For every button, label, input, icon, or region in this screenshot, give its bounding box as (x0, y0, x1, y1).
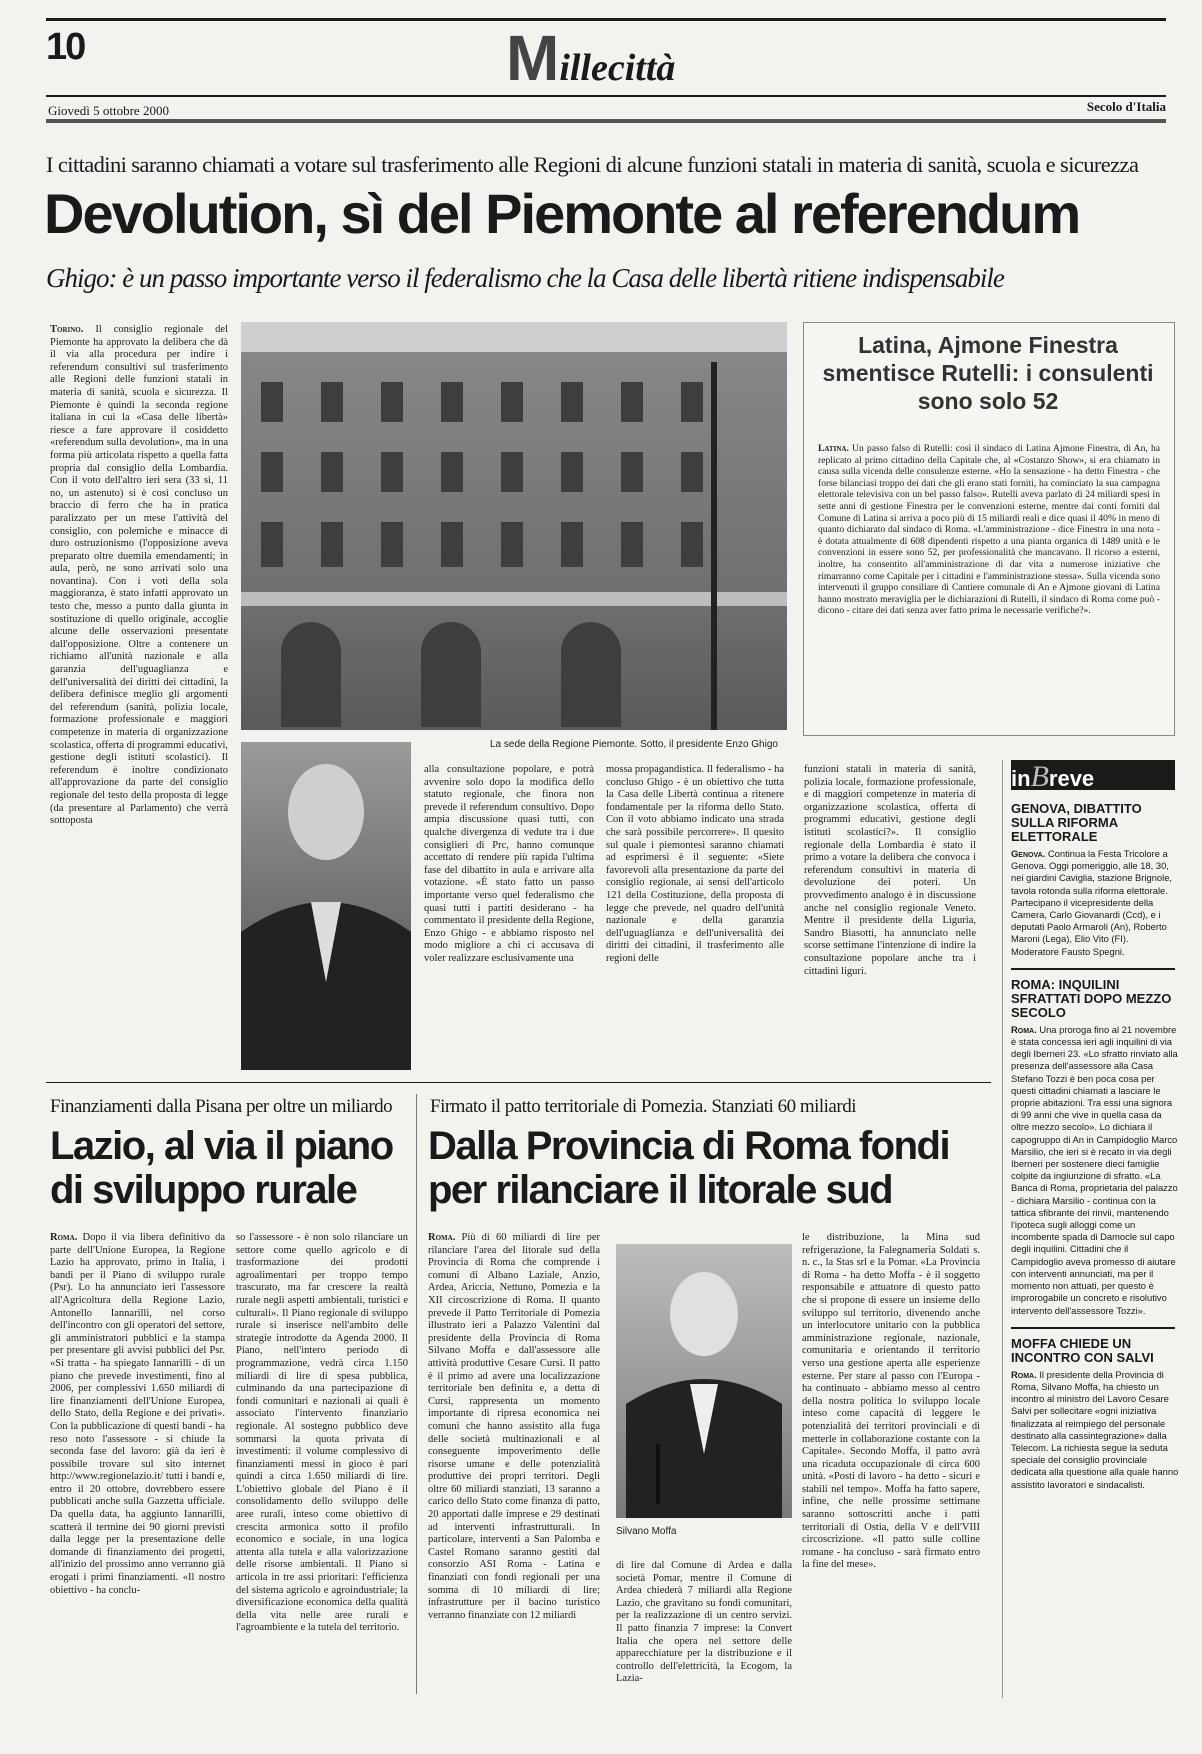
provincia-col-1 (428, 1232, 600, 1692)
provincia-col-3 (802, 1232, 980, 1692)
main-col-3-text: mossa propagandistica. Il federalismo - ha concluso Ghigo - è un obiettivo che tutta la Casa delle Libertà continua a ritenere fondamentale per la riforma dello Stato. Con il voto abbiamo indicato una strada che sarà possibile percorrere». Il quesito sul quale i piemontesi saranno chiamati ad esprimersi è il seguente: «Siete favorevoli alla presentazione da parte del consiglio regionale, ai sensi dell'articolo 121 della Costituzione, della proposta di legge che prevede, nel quadro dell'unità nazionale e della garanzia dell'uguaglianza e dell'universalità dei diritti dei cittadini, il trasferimento alle regioni delle (606, 764, 784, 964)
brief-genova-body: Continua la Festa Tricolore a Genova. Oggi pomeriggio, alle 18, 30, nei giardini Caviglia, stazione Brignole, tavola rotonda sulla riforma elettorale. Partecipano il vicepresidente della Camera, Carlo Giovanardi (Ccd), e i deputati Paolo Armaroli (An), Roberto Maroni (Lega), Elio Vito (FI). Moderatore Fausto Spegni. (1011, 848, 1173, 957)
provincia-place: Roma. (428, 1232, 456, 1243)
brief-moffa (1011, 1337, 1179, 1491)
brief-moffa-body: Il presidente della Provincia di Roma, Silvano Moffa, ha chiesto un incontro al ministro del Lavoro Cesare Salvi per sollecitare «ogni iniziativa finalizzata al reimpiego del personale destinato alla cassintegrazione» dalla Telecom. La richiesta segue la seduta speciale del consiglio provinciale dedicata alla questione alla quale hanno assistito lavoratori e sindacalisti. (1011, 1368, 1179, 1490)
latina-body (818, 443, 1160, 729)
lazio-kicker: Finanziamenti dalla Pisana per oltre un miliardo (50, 1096, 393, 1117)
provincia-col-2 (616, 1560, 792, 1692)
in-breve-logo-rest: reve (1048, 766, 1095, 791)
main-col-2-text: alla consultazione popolare, e potrà avvenire solo dopo la modifica dello statuto regionale, che finora non prevede il referendum consultivo. Dopo ampia discussione quasi tutti, con qualche divergenza di vedute tra i due consiglieri di Prc, hanno comunque accettato di rendere più rapida l'ultima fase del dibattito in aula e arrivare alla votazione. «È stato fatto un passo importante verso quel federalismo che quasi tutti i partiti desiderano - ha commentato il presidente della Regione, Enzo Ghigo - e abbiamo risposto nel modo migliore a chi ci accusava di voler realizzare esclusivamente una (424, 764, 594, 964)
main-col-1-text: Il consiglio regionale del Piemonte ha approvato la delibera che dà il via alla procedura per indire i referendum consultivi sul trasferimento alle Regioni delle funzioni statali in materia di sanità, scuola e sicurezza. Il Piemonte è quindi la seconda regione italiana in cui la «Casa delle libertà» riesce a fare approvare il cosiddetto «referendum sulla devolution», ma in una forma più articolata rispetto a quella fatta propria dal consiglio della Lombardia. Con il voto dell'altro ieri sera (33 sì, 11 no, un astenuto) si è così concluso un braccio di ferro che ha in pratica paralizzato per un mese l'attività del consiglio, con polemiche e minacce di duro ostruzionismo (l'opposizione aveva preparato oltre duemila emendamenti; in aula, però, ne sono arrivati solo una novantina). Con i voti della sola maggioranza, è stato infatti approvato un testo che, messo a punto dalla giunta in sostituzione di quello originale, accoglie alcune delle osservazioni presentate dall'opposizione. Oltre a contenere un richiamo all'unità nazionale e alla garanzia dell'uguaglianza e dell'universalità dei diritti dei cittadini, la delibera definisce meglio gli argomenti del referendum (sanità, polizia locale, formazione professionale e maggiori competenze in materia di organizzazione scolastica, offerta di programmi educativi, gestione degli istituti scolastici). Il referendum è inoltre condizionato all'approvazione da parte del consiglio regionale del testo della proposta di legge (da presentare al Parlamento) che verrà sottoposta (50, 324, 228, 827)
photo-silvano-moffa (616, 1244, 792, 1518)
main-col-3 (606, 764, 784, 1070)
brief-divider-1 (1011, 968, 1175, 970)
brief-genova (1011, 802, 1179, 958)
section-title (506, 22, 676, 94)
provincia-headline: Dalla Provincia di Roma fondi per rilanciare il litorale sud (428, 1124, 950, 1212)
provincia-kicker: Firmato il patto territoriale di Pomezia. Stanziati 60 miliardi (430, 1096, 856, 1117)
latina-headline: Latina, Ajmone Finestra smentisce Rutelli: i consulenti sono solo 52 (822, 332, 1154, 414)
header-rule-2 (46, 119, 1166, 123)
photo-enzo-ghigo (241, 742, 411, 1070)
photo-caption-moffa: Silvano Moffa (616, 1526, 677, 1537)
brief-genova-place: Genova. (1011, 848, 1046, 859)
in-breve-logo-b: B (1030, 760, 1049, 793)
top-rule (46, 18, 1166, 21)
main-kicker: I cittadini saranno chiamati a votare sul trasferimento alle Regioni di alcune funzioni statali in materia di sanità, scuola e sicurezza (46, 152, 1139, 177)
provincia-col-2-text: di lire dal Comune di Ardea e dalla società Pomar, mentre il Comune di Ardea chiederà 7 miliardi alla Regione Lazio, che gravitano su fondi comunitari, per la realizzazione di un centro servizi. Il patto finanzia 7 imprese: la Convert Italia che opera nel settore delle apparecchiature per la distribuzione e il controllo dell'elettricità, la Ecogom, la Lazia- (616, 1560, 792, 1685)
date-line: Giovedì 5 ottobre 2000 (48, 103, 169, 118)
brief-roma-inquilini (1011, 978, 1179, 1317)
main-col-1 (50, 324, 228, 1070)
brief-genova-title: GENOVA, DIBATTITO SULLA RIFORMA ELETTORALE (1011, 801, 1142, 844)
lazio-col-1 (50, 1232, 225, 1692)
dateline-place: Torino. (50, 324, 84, 335)
brief-roma-inquilini-title: ROMA: INQUILINI SFRATTATI DOPO MEZZO SECOLO (1011, 976, 1172, 1020)
provincia-col-1-text: Più di 60 miliardi di lire per rilanciare l'area del litorale sud della Provincia di Roma che comprende i comuni di Albano Laziale, Anzio, Ardea, Ariccia, Nettuno, Pomezia e la XII circoscrizione di Roma. Il quanto prevede il Patto Territoriale di Pomezia illustrato ieri a Palazzo Valentini dal presidente della Provincia di Roma Silvano Moffa e dall'assessore alle attività produttive Cesare Cursi. Il patto è il primo ad avere una localizzazione territoriale ben definita e, a detta di Cursi, rappresenta un momento importante di ripresa economica nei comuni che hanno assistito alla fuga delle società multinazionali e al conseguente impoverimento delle risorse umane e delle potenzialità produttive dei propri territori. Degli oltre 60 miliardi stanziati, 13 saranno a carico dello Stato come finanza di patto, 20 apportati dalle imprese e 29 destinati ad interventi infrastrutturali. In particolare, interventi a San Palomba e Castel Romano saranno gestiti dal consorzio ASI Roma - Latina e finanziati con fondi regionali per una somma di 10 miliardi di lire; infrastrutture per il bacino turistico verranno finanziate con 12 miliardi (428, 1232, 600, 1621)
lazio-col-1-text: Dopo il via libera definitivo da parte dell'Unione Europea, la Regione Lazio ha approvato, primo in Italia, i bandi per il Piano di sviluppo rurale (Psr). Lo ha annunciato ieri l'assessore all'Agricoltura della Regione Lazio, Antonello Iannarilli, nel corso dell'incontro con gli operatori del settore, gli amministratori pubblici e la stampa per presentare gli avvisi pubblici del Psr. «Si tratta - ha spiegato Iannarilli - di un piano che prevede investimenti, fino al 2006, per complessivi 1.650 miliardi di lire finanziamenti dell'Unione Europea, dello Stato, della Regione e dei privati». Con la pubblicazione di questi bandi - ha reso noto l'assessore - si chiude la seconda fase del lavoro: già da ieri è possibile trovare sul sito internet http://www.regionelazio.it/ tutti i bandi e, entro il 20 ottobre, dovrebbero essere pubblicati anche sulla Gazzetta ufficiale. Da quella data, ha aggiunto Iannarilli, scatterà il termine dei 90 giorni previsti dalla legge per la presentazione delle domande di finanziamento dei progetti, all'inizio del prossimo anno verranno già erogati i primi finanziamenti. «Il nostro obiettivo - ha conclu- (50, 1232, 225, 1596)
brief-divider-2 (1011, 1327, 1175, 1329)
main-col-4 (804, 764, 976, 1070)
masthead: Secolo d'Italia (1086, 99, 1166, 114)
section-rest: illecittà (559, 47, 676, 89)
brief-moffa-place: Roma. (1011, 1368, 1037, 1380)
section-initial: M (506, 22, 560, 94)
brief-roma-inquilini-body: Una proroga fino al 21 novembre è stata concessa ieri agli inquilini di via degli Iberneri 23. «Lo sfratto rinviato alla presenza dell'assessore alla Casa Stefano Tozzi è ben poca cosa per questi cittadini chiamati a lasciare le proprie abitazioni. Tra essi una signora di 99 anni che vive in quella casa da oltre mezzo secolo». Lo dichiara il capogruppo di An in Campidoglio Marco Marsilio, che ieri si è recato in via degli Iberneri per sostenere dieci famiglie colpite da ingiunzione di sfratto. «La Banca di Roma, proprietaria del palazzo - dichiara Marsilio - continua con la tattica sfibrante dei rinvii, mantenendo l'ipoteca sugli alloggi come un incombente spada di Damocle sul capo degli inquilini. Cittadini che il Campidoglio aveva promesso di aiutare con interventi annunciati, ma per il momento non attuati, per questo è improrogabile un concreto e risolutivo intervento dell'assessore Tozzi». (1011, 1023, 1178, 1316)
lazio-headline: Lazio, al via il piano di sviluppo rurale (50, 1124, 393, 1212)
main-col-2 (424, 764, 594, 1070)
photo-regione-piemonte (241, 322, 787, 730)
in-breve-sidebar (1002, 760, 1179, 1698)
brief-roma-inquilini-place: Roma. (1011, 1023, 1037, 1035)
lower-section-rule (46, 1082, 991, 1083)
latina-body-text: Un passo falso di Rutelli: così il sindaco di Latina Ajmone Finestra, di An, ha replicato al primo cittadino della Capitale che, al «Costanzo Show», si era chiamato in causa sulla vicenda delle consulenze esterne. «Ho la sensazione - ha detto Finestra - che forse bilanciasi troppo dei dati che gli erano stati forniti, ha cominciato la sua campagna elettorale televisiva con un bel passo falso». Rutelli aveva parlato di 24 miliardi spesi in sette anni di gestione Finestra per le convenzioni esterne, mentre dai conti forniti dal Comune di Latina si arriva a poco più di 15 miliardi reali e dice quasi il 40% in meno di quanto dichiarato dal sindaco di Roma. «L'amministrazione - dice Finestra in una nota - è dotata attualmente di 608 dipendenti rispetto a una pianta organica di 1489 unità e le convenzioni in essere sono 52, per professionalità che mancavano. Il ricorso a esterni, inoltre, ha consentito all'amministrazione di dar vita a numerose iniziative che rimarranno come Capitale per i cittadini e l'amministrazione stessa». Sulla vicenda sono intervenuti il gruppo consiliare di Cantiere comunale di An e Ajmone giovani di Latina hanno mostrato meraviglia per le dichiarazioni di Rutelli, il sindaco di Roma come può - dicono - citare dei dati senza aver fatto prima le necessarie verifiche?». (818, 443, 1160, 617)
latina-place: Latina. (818, 443, 849, 454)
main-subhead: Ghigo: è un passo importante verso il federalismo che la Casa delle libertà ritiene indispensabile (46, 263, 1004, 293)
header-rule (46, 95, 1166, 97)
in-breve-logo (1011, 760, 1175, 793)
main-col-4-text: funzioni statali in materia di sanità, polizia locale, formazione professionale, e di maggiori competenze in materia di organizzazione scolastica, offerta di programmi educativi, gestione degli istituti scolastici?». Il consiglio regionale della Lombardia è stato il primo a votare la delibera che convoca i referendum consultivi in materia di devoluzione dei poteri. Un provvedimento analogo è in discussione anche nel consiglio regionale Veneto. Mentre il presidente della Liguria, Sandro Biasotti, ha annunciato nelle scorse settimane l'intenzione di indire la consultazione popolare anche tra i cittadini liguri. (804, 764, 976, 977)
in-breve-logo-in: in (1011, 766, 1031, 791)
brief-moffa-title: MOFFA CHIEDE UN INCONTRO CON SALVI (1011, 1335, 1154, 1365)
main-headline: Devolution, sì del Piemonte al referendum (44, 182, 1080, 245)
photo-caption-piemonte: La sede della Regione Piemonte. Sotto, il presidente Enzo Ghigo (490, 739, 778, 750)
lazio-col-2 (236, 1232, 408, 1692)
lazio-col-2-text: so l'assessore - è non solo rilanciare un settore come quello agricolo e di trasformazione dei prodotti agroalimentari per troppo tempo trascurato, ma far crescere la realtà rurale negli aspetti ambientali, turistici e culturali». Il Piano regionale di sviluppo rurale si inserisce nell'ambito delle strategie introdotte da Agenda 2000. Il Piano, nell'intero periodo di programmazione, vedrà circa 1.150 miliardi di lire di spesa pubblica, culminando da una partecipazione di fondi comunitari e nazionali ai quali è associato l'intervento finanziario regionale. Al sostegno pubblico deve sommarsi la quota privata di investimenti: il volume complessivo di finanziamenti messi in gioco è pari quindi a circa 1.650 miliardi di lire. L'obiettivo globale del Piano è il consolidamento dello sviluppo delle aree rurali, inteso come obiettivo di crescita armonica sotto il profilo economico e sociale, in una logica attenta alla tutela e alla valorizzazione delle risorse ambientali. Il Piano si articola in tre assi prioritari: l'efficienza del sistema agricolo e agroindustriale; la diversificazione economica della qualità della vita nelle aree rurali e l'agroambiente e la tutela del territorio. (236, 1232, 408, 1634)
lazio-place: Roma. (50, 1232, 78, 1243)
provincia-col-3-text: le distribuzione, la Mina sud refrigerazione, la Falegnameria Soldati s. n. c., la Stas srl e la Pomar. «La Provincia di Roma - ha detto Moffa - è il soggetto responsabile e attuatore di questo patto che si propone di essere un insieme dello sviluppo sul territorio, divenendo anche un interlocutore unitario con la pubblica amministrazione regionale, nazionale, comunitaria e orientando il territorio verso una gestione aperta alle esperienze esterne. Per stare al passo con l'Europa - ha continuato - abbiamo messo al centro della nostra politica lo sviluppo locale inteso come capacità di leggere le potenzialità dei territori provinciali e di metterle in collaborazione costante con la Capitale». Secondo Moffa, il patto avrà una ricaduta occupazionale di circa 600 unità. «Posti di lavoro - ha detto - sicuri e stabili nel tempo». Moffa ha fatto sapere, infine, che nelle prossime settimane saranno sottoscritti anche i patti territoriali di Ostia, della V e dell'VIII circoscrizione. «Il patto sulle colline romane - ha concluso - sarà firmato entro la fine del mese». (802, 1232, 980, 1571)
latina-box (803, 322, 1175, 736)
page-number: 10 (46, 26, 85, 68)
